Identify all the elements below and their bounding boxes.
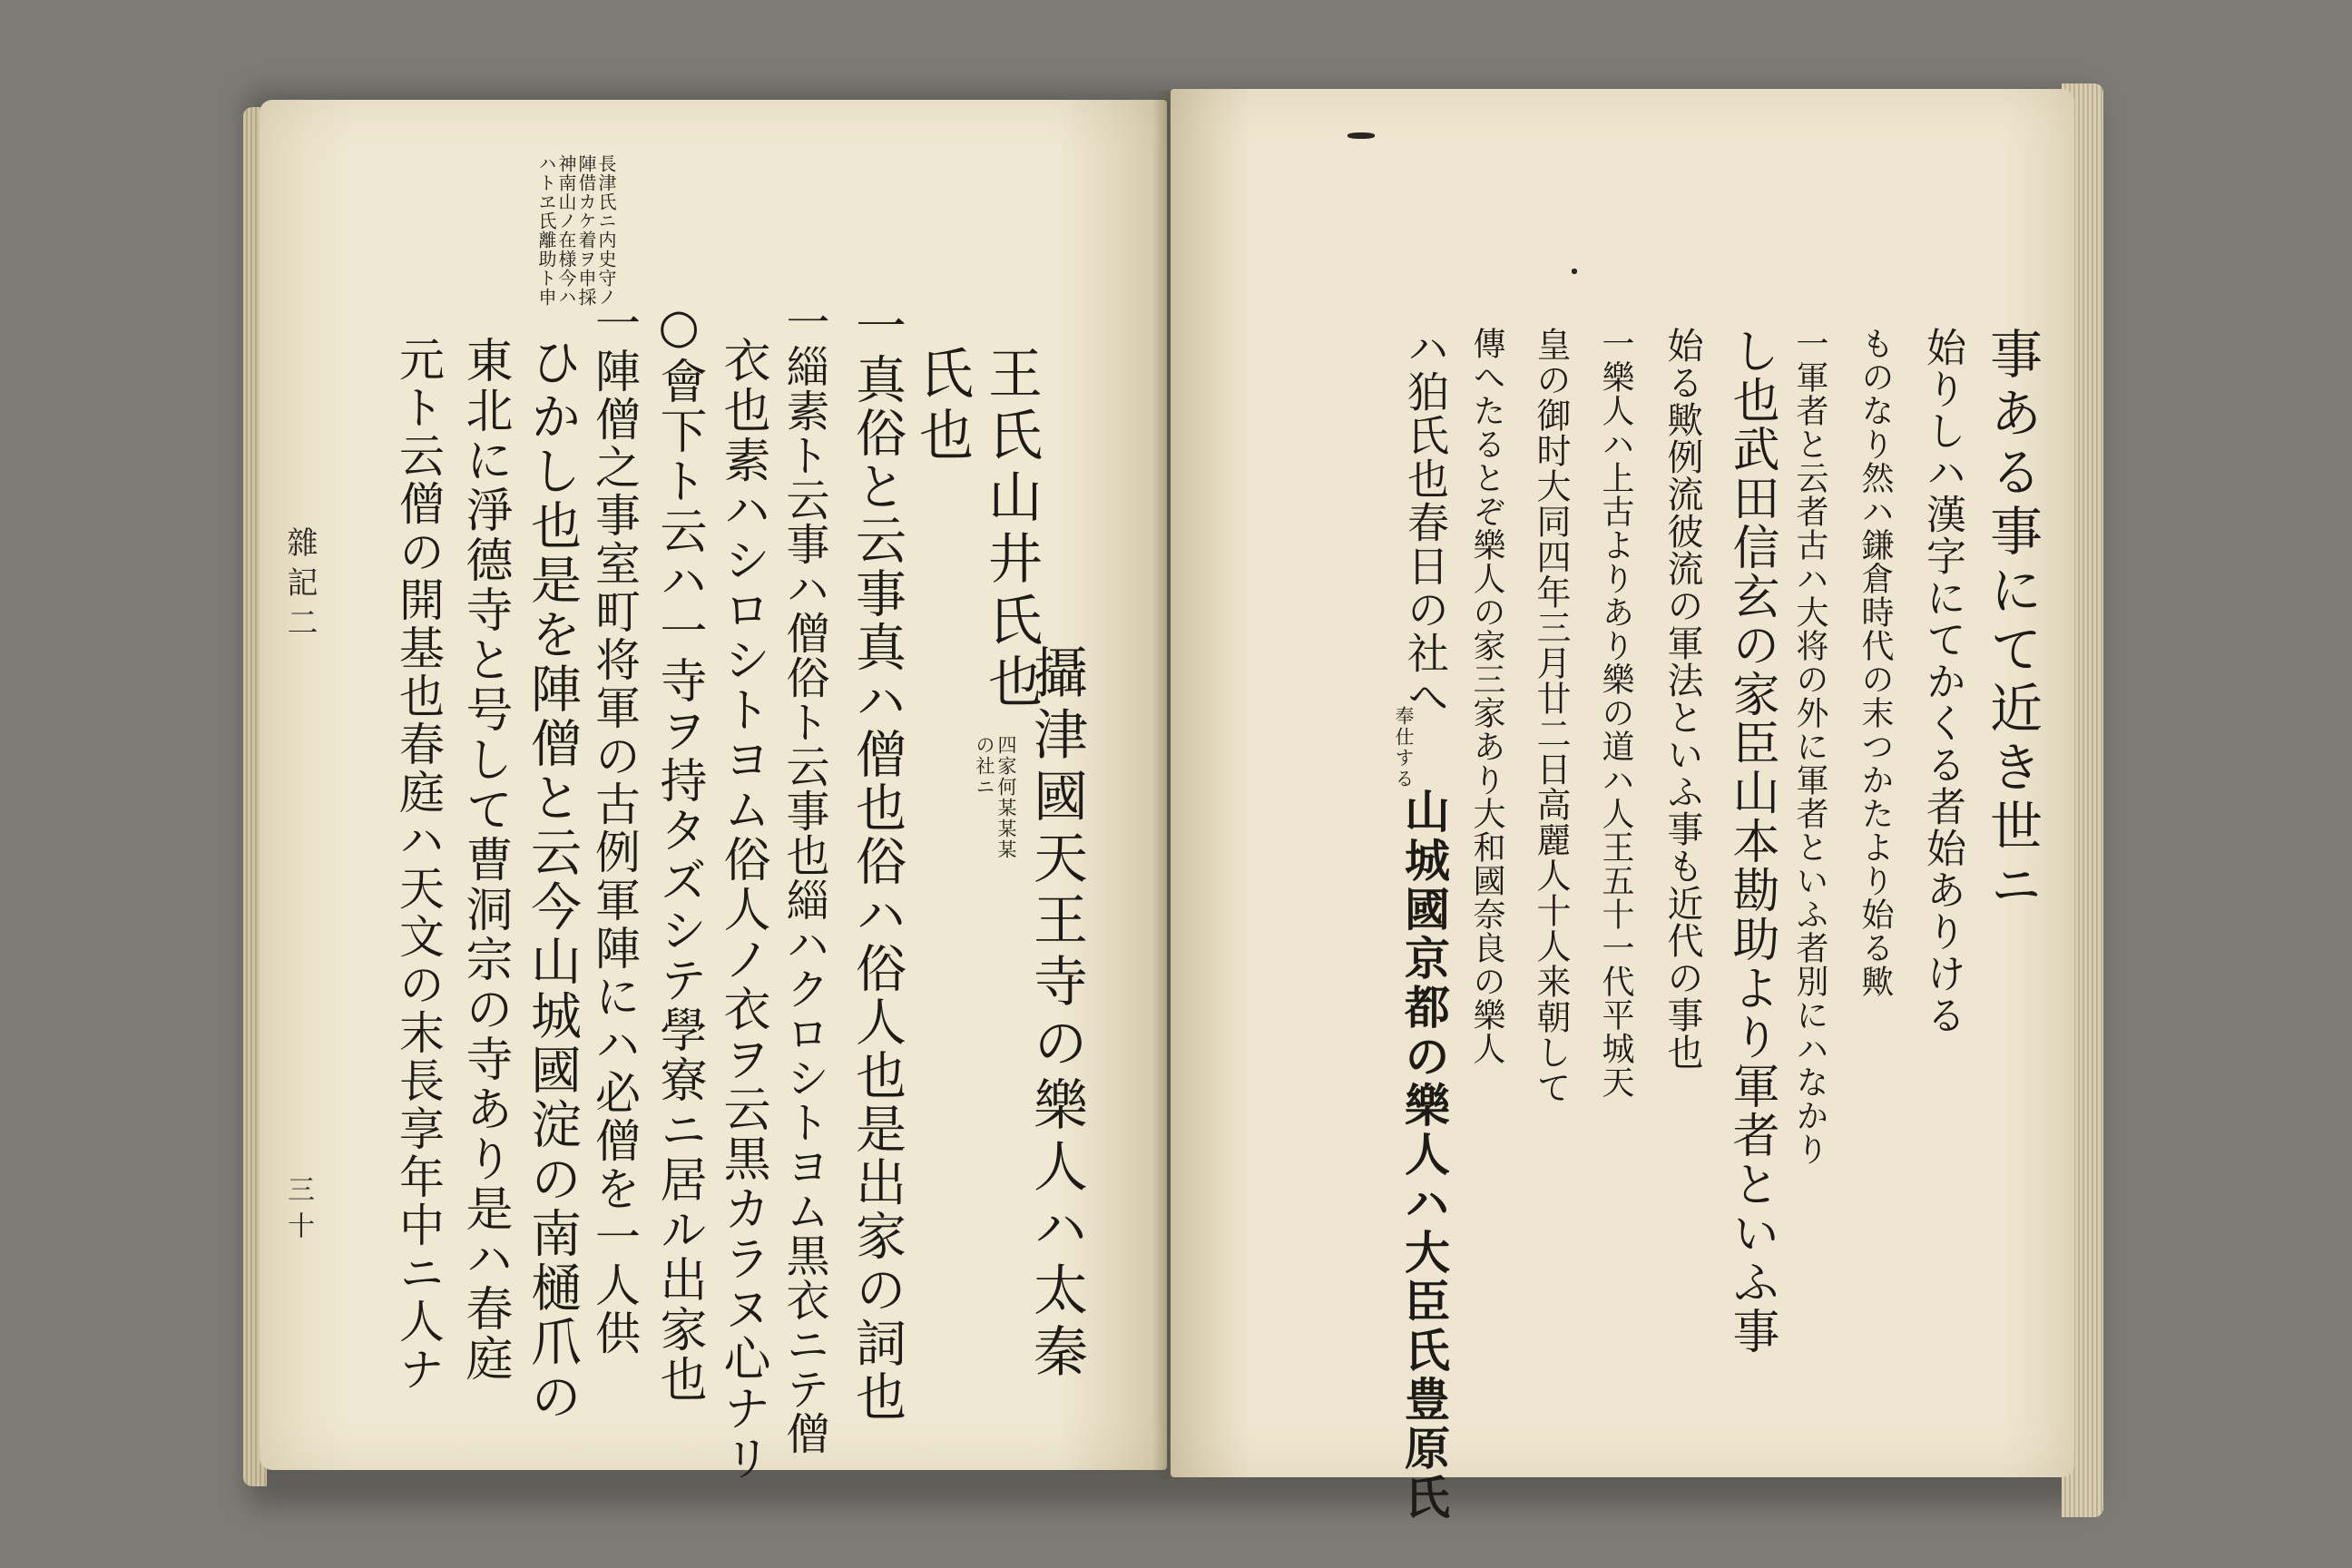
text-column: 攝津國天王寺の樂人ハ太秦 <box>1024 644 1088 1385</box>
text-column: 事ある事にて近き世ニ <box>1981 327 2043 916</box>
ink-mark <box>1572 269 1577 274</box>
text-column: 氏也 <box>910 345 974 468</box>
text-column: ○會下ト云ハ一寺ヲ持タズシテ學寮ニ居ル出家也 <box>652 299 706 1405</box>
text-column: 一緇素ト云事ハ僧俗ト云事也緇ハクロシトヨム黒衣ニテ僧 <box>779 299 829 1455</box>
text-column: 一真俗と云事真ハ僧也俗ハ俗人也是出家の詞也 <box>848 299 906 1424</box>
text-column: 東北に淨德寺と号して曹洞宗の寺あり是ハ春庭 <box>457 336 512 1384</box>
text-column: 一軍者と云者古ハ大将の外に軍者といふ者別にハなかり <box>1791 327 1828 1166</box>
text-column: 元ト云僧の開基也春庭ハ天文の末長享年中ニ人ナ <box>392 336 445 1394</box>
inline-note: 四家何某某某 <box>995 735 1017 860</box>
folio-title: 雜記二 <box>281 526 318 646</box>
text-column: 衣也素ハシロシトヨム俗人ノ衣ヲ云黒カラヌ心ナリ <box>715 336 769 1484</box>
inline-note: の社ニ <box>974 735 995 798</box>
text-column: ものなり然ハ鎌倉時代の末つかたより始る歟 <box>1857 327 1894 998</box>
right-page <box>1171 89 2074 1523</box>
text-column: 始りしハ漢字にてかくる者始ありける <box>1919 327 1965 1036</box>
ink-mark <box>1348 132 1375 139</box>
text-column: 山城國京都の樂人ハ大臣氏豊原氏 <box>1397 788 1451 1523</box>
side-note-line: 長津氏ニ内史守ノ <box>595 154 617 307</box>
folio-number: 三十 <box>282 1175 314 1248</box>
text-column: 一樂人ハ上古よりあり樂の道ハ人王五十一代平城天 <box>1597 327 1634 1099</box>
text-column: し也武田信玄の家臣山本勘助より軍者といふ事 <box>1724 327 1779 1356</box>
text-column: 一陣僧之事室町将軍の古例軍陣にハ必僧を一人供 <box>588 299 641 1357</box>
side-note-line: 神南山ノ在様今ハ <box>555 154 577 307</box>
left-page <box>260 100 1167 1484</box>
inline-note: 奉仕する <box>1393 706 1415 789</box>
text-column: 皇の御时大同四年三月廿二日高麗人十人来朝して <box>1531 327 1571 1105</box>
side-note-line: 陣借カケ着ヲ申採 <box>575 154 597 307</box>
text-column: 始る歟例流彼流の軍法といふ事も近代の事也 <box>1661 327 1703 1071</box>
side-note-line: ハトヱ氏離助ト申 <box>535 154 557 307</box>
text-column: 王氏山井氏也 <box>979 345 1043 715</box>
text-column: ハ狛氏也春日の社へ <box>1401 327 1450 719</box>
text-column: ひかし也是を陣僧と云今山城國淀の南樋爪の <box>523 336 582 1425</box>
text-column: 傳へたるとぞ樂人の家三家あり大和國奈良の樂人 <box>1468 327 1505 1065</box>
